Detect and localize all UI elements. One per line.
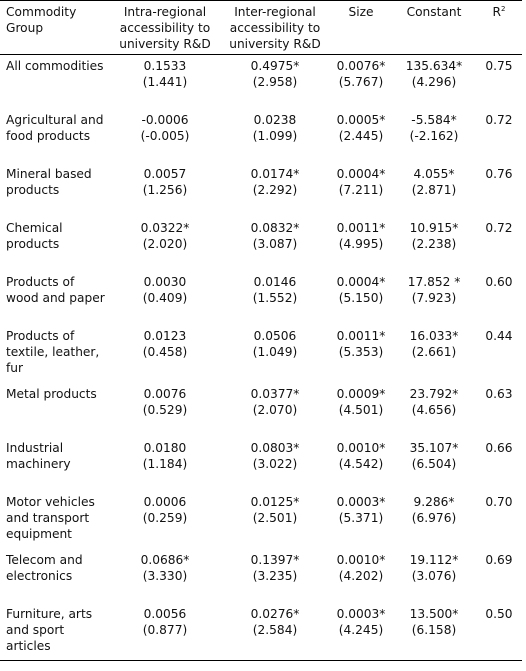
cell-size-t-statistic: (5.353) bbox=[338, 344, 384, 359]
cell-constant-value: 13.500* bbox=[409, 606, 459, 621]
cell-size-t-statistic: (4.245) bbox=[338, 622, 384, 637]
cell-size-t-statistic: (4.542) bbox=[338, 456, 384, 471]
cell-commodity-group bbox=[0, 55, 110, 109]
cell-intra-regional-t-statistic: (0.458) bbox=[142, 344, 188, 359]
cell-constant bbox=[392, 549, 476, 603]
cell-size-t-statistic: (7.211) bbox=[338, 182, 384, 197]
cell-commodity-group bbox=[0, 109, 110, 163]
cell-size bbox=[330, 55, 392, 109]
cell-size-value: 0.0004* bbox=[336, 166, 386, 181]
cell-r-squared bbox=[476, 271, 522, 325]
cell-size-value: 0.0005* bbox=[336, 112, 386, 127]
cell-intra-regional-t-statistic: (-0.005) bbox=[140, 128, 190, 143]
cell-intra-regional-value: 0.0006 bbox=[143, 494, 187, 509]
cell-intra-regional-value: 0.1533 bbox=[143, 59, 187, 73]
table-row bbox=[0, 109, 522, 163]
cell-constant-t-statistic: (2.661) bbox=[411, 344, 457, 359]
cell-constant bbox=[392, 325, 476, 383]
cell-constant-value: 9.286* bbox=[413, 494, 455, 509]
cell-r-squared-value: 0.60 bbox=[485, 274, 513, 289]
cell-constant-t-statistic: (6.504) bbox=[411, 456, 457, 471]
cell-commodity-group-value: Agricultural and food products bbox=[6, 112, 104, 143]
cell-intra-regional bbox=[110, 109, 220, 163]
cell-inter-regional bbox=[220, 325, 330, 383]
cell-size bbox=[330, 437, 392, 491]
cell-size-t-statistic: (4.501) bbox=[338, 402, 384, 417]
cell-commodity-group bbox=[0, 603, 110, 661]
cell-intra-regional-value: 0.0076 bbox=[143, 386, 187, 401]
cell-inter-regional-value: 0.0276* bbox=[250, 606, 300, 621]
cell-commodity-group-value: Chemical products bbox=[6, 220, 63, 251]
cell-inter-regional-value: 0.0377* bbox=[250, 386, 300, 401]
header-constant: Constant bbox=[406, 5, 462, 19]
cell-size-value: 0.0011* bbox=[336, 328, 386, 343]
cell-size-t-statistic: (5.371) bbox=[338, 510, 384, 525]
cell-r-squared bbox=[476, 55, 522, 109]
table-body bbox=[0, 55, 522, 661]
cell-intra-regional-t-statistic: (1.184) bbox=[142, 456, 188, 471]
table-row bbox=[0, 603, 522, 661]
r2-base: R bbox=[492, 5, 501, 19]
cell-inter-regional-t-statistic: (2.501) bbox=[252, 510, 298, 525]
cell-commodity-group-value: Products of wood and paper bbox=[6, 274, 105, 305]
cell-intra-regional-t-statistic: (1.256) bbox=[142, 182, 188, 197]
cell-intra-regional-value: 0.0056 bbox=[143, 606, 187, 621]
cell-inter-regional bbox=[220, 163, 330, 217]
cell-constant-value: 19.112* bbox=[409, 552, 459, 567]
header-r-squared bbox=[476, 1, 522, 55]
cell-size-t-statistic: (4.995) bbox=[338, 236, 384, 251]
cell-inter-regional-t-statistic: (3.022) bbox=[252, 456, 298, 471]
cell-intra-regional bbox=[110, 325, 220, 383]
cell-intra-regional bbox=[110, 383, 220, 437]
cell-constant-t-statistic: (3.076) bbox=[411, 568, 457, 583]
cell-constant bbox=[392, 109, 476, 163]
cell-intra-regional-t-statistic: (0.259) bbox=[142, 510, 188, 525]
cell-size-value: 0.0010* bbox=[336, 440, 386, 455]
table-row bbox=[0, 163, 522, 217]
cell-commodity-group bbox=[0, 549, 110, 603]
cell-size bbox=[330, 163, 392, 217]
cell-inter-regional-value: 0.0832* bbox=[250, 220, 300, 235]
cell-commodity-group-value: Motor vehicles and transport equipment bbox=[6, 494, 95, 541]
table-row bbox=[0, 271, 522, 325]
cell-inter-regional-t-statistic: (1.049) bbox=[252, 344, 298, 359]
cell-constant bbox=[392, 271, 476, 325]
cell-constant-value: 16.033* bbox=[409, 328, 459, 343]
table-row bbox=[0, 491, 522, 549]
cell-size bbox=[330, 325, 392, 383]
cell-size-value: 0.0003* bbox=[336, 494, 386, 509]
cell-constant-t-statistic: (6.976) bbox=[411, 510, 457, 525]
cell-r-squared bbox=[476, 437, 522, 491]
cell-intra-regional-value: 0.0057 bbox=[143, 166, 187, 181]
cell-intra-regional-value: 0.0180 bbox=[143, 440, 187, 455]
cell-size-t-statistic: (5.150) bbox=[338, 290, 384, 305]
cell-constant bbox=[392, 55, 476, 109]
cell-size-value: 0.0010* bbox=[336, 552, 386, 567]
cell-inter-regional-t-statistic: (1.552) bbox=[252, 290, 298, 305]
cell-r-squared-value: 0.44 bbox=[485, 328, 513, 343]
cell-inter-regional bbox=[220, 109, 330, 163]
cell-intra-regional-value: 0.0686* bbox=[140, 552, 190, 567]
cell-intra-regional-t-statistic: (0.409) bbox=[142, 290, 188, 305]
cell-intra-regional-t-statistic: (0.529) bbox=[142, 402, 188, 417]
cell-inter-regional-value: 0.1397* bbox=[250, 552, 300, 567]
header-size: Size bbox=[348, 5, 374, 19]
cell-inter-regional bbox=[220, 549, 330, 603]
cell-intra-regional bbox=[110, 437, 220, 491]
cell-inter-regional bbox=[220, 383, 330, 437]
cell-r-squared-value: 0.75 bbox=[485, 59, 513, 73]
cell-constant-t-statistic: (7.923) bbox=[411, 290, 457, 305]
cell-commodity-group bbox=[0, 325, 110, 383]
cell-size bbox=[330, 491, 392, 549]
cell-commodity-group-value: Metal products bbox=[6, 386, 97, 401]
cell-intra-regional bbox=[110, 163, 220, 217]
cell-constant bbox=[392, 491, 476, 549]
cell-r-squared-value: 0.72 bbox=[485, 112, 513, 127]
cell-inter-regional-value: 0.4975* bbox=[250, 59, 300, 73]
header-inter-regional: Inter-regional accessibility to university R&D bbox=[229, 5, 321, 51]
cell-inter-regional-t-statistic: (2.292) bbox=[252, 182, 298, 197]
cell-constant-value: -5.584* bbox=[411, 112, 457, 127]
cell-inter-regional-value: 0.0506 bbox=[253, 328, 297, 343]
cell-size-value: 0.0009* bbox=[336, 386, 386, 401]
cell-intra-regional-value: 0.0322* bbox=[140, 220, 190, 235]
cell-commodity-group-value: Industrial machinery bbox=[6, 440, 71, 471]
cell-size bbox=[330, 603, 392, 661]
cell-constant bbox=[392, 437, 476, 491]
cell-r-squared-value: 0.76 bbox=[485, 166, 513, 181]
cell-intra-regional bbox=[110, 549, 220, 603]
cell-r-squared bbox=[476, 603, 522, 661]
cell-r-squared bbox=[476, 549, 522, 603]
cell-constant-t-statistic: (4.296) bbox=[411, 75, 457, 89]
cell-constant-value: 17.852 * bbox=[407, 274, 461, 289]
cell-intra-regional-value: 0.0030 bbox=[143, 274, 187, 289]
cell-inter-regional-t-statistic: (2.958) bbox=[252, 75, 298, 89]
cell-size bbox=[330, 217, 392, 271]
cell-inter-regional-t-statistic: (1.099) bbox=[252, 128, 298, 143]
cell-constant-value: 10.915* bbox=[409, 220, 459, 235]
cell-constant-t-statistic: (6.158) bbox=[411, 622, 457, 637]
cell-r-squared bbox=[476, 217, 522, 271]
cell-size-value: 0.0004* bbox=[336, 274, 386, 289]
cell-inter-regional-t-statistic: (3.087) bbox=[252, 236, 298, 251]
header-intra-regional: Intra-regional accessibility to university R&D bbox=[119, 5, 211, 51]
cell-size bbox=[330, 383, 392, 437]
cell-inter-regional-value: 0.0174* bbox=[250, 166, 300, 181]
cell-size bbox=[330, 549, 392, 603]
cell-commodity-group-value: All commodities bbox=[6, 59, 104, 73]
header-row bbox=[0, 1, 522, 55]
cell-r-squared-value: 0.70 bbox=[485, 494, 513, 509]
cell-intra-regional-t-statistic: (1.441) bbox=[142, 75, 188, 89]
cell-constant-t-statistic: (-2.162) bbox=[409, 128, 459, 143]
cell-size bbox=[330, 109, 392, 163]
cell-inter-regional-value: 0.0125* bbox=[250, 494, 300, 509]
cell-r-squared-value: 0.72 bbox=[485, 220, 513, 235]
cell-intra-regional bbox=[110, 491, 220, 549]
cell-size bbox=[330, 271, 392, 325]
table-row bbox=[0, 55, 522, 109]
cell-intra-regional bbox=[110, 603, 220, 661]
cell-inter-regional-value: 0.0238 bbox=[253, 112, 297, 127]
cell-inter-regional-t-statistic: (3.235) bbox=[252, 568, 298, 583]
cell-constant bbox=[392, 603, 476, 661]
cell-commodity-group bbox=[0, 437, 110, 491]
cell-commodity-group bbox=[0, 217, 110, 271]
cell-commodity-group-value: Telecom and electronics bbox=[6, 552, 83, 583]
cell-intra-regional bbox=[110, 55, 220, 109]
table-row bbox=[0, 437, 522, 491]
cell-r-squared bbox=[476, 383, 522, 437]
cell-constant-value: 135.634* bbox=[405, 59, 463, 73]
cell-commodity-group-value: Mineral based products bbox=[6, 166, 92, 197]
cell-size-t-statistic: (5.767) bbox=[338, 75, 384, 89]
cell-inter-regional-value: 0.0146 bbox=[253, 274, 297, 289]
cell-intra-regional-t-statistic: (0.877) bbox=[142, 622, 188, 637]
header-commodity-group: Commodity Group bbox=[6, 5, 77, 35]
table-row bbox=[0, 217, 522, 271]
cell-constant-t-statistic: (2.871) bbox=[411, 182, 457, 197]
cell-inter-regional bbox=[220, 271, 330, 325]
cell-r-squared-value: 0.69 bbox=[485, 552, 513, 567]
cell-inter-regional bbox=[220, 217, 330, 271]
cell-intra-regional bbox=[110, 271, 220, 325]
cell-intra-regional bbox=[110, 217, 220, 271]
cell-size-t-statistic: (2.445) bbox=[338, 128, 384, 143]
cell-constant bbox=[392, 217, 476, 271]
cell-r-squared-value: 0.66 bbox=[485, 440, 513, 455]
cell-r-squared-value: 0.50 bbox=[485, 606, 513, 621]
cell-size-value: 0.0003* bbox=[336, 606, 386, 621]
cell-constant bbox=[392, 383, 476, 437]
table-row bbox=[0, 549, 522, 603]
cell-inter-regional bbox=[220, 437, 330, 491]
cell-commodity-group bbox=[0, 491, 110, 549]
cell-constant-t-statistic: (4.656) bbox=[411, 402, 457, 417]
cell-inter-regional bbox=[220, 603, 330, 661]
r2-superscript: 2 bbox=[501, 4, 506, 13]
cell-inter-regional-value: 0.0803* bbox=[250, 440, 300, 455]
cell-commodity-group bbox=[0, 383, 110, 437]
cell-commodity-group-value: Products of textile, leather, fur bbox=[6, 328, 100, 375]
cell-intra-regional-t-statistic: (3.330) bbox=[142, 568, 188, 583]
cell-commodity-group-value: Furniture, arts and sport articles bbox=[6, 606, 93, 653]
cell-r-squared bbox=[476, 491, 522, 549]
cell-inter-regional bbox=[220, 491, 330, 549]
cell-constant-value: 23.792* bbox=[409, 386, 459, 401]
cell-r-squared bbox=[476, 163, 522, 217]
cell-r-squared-value: 0.63 bbox=[485, 386, 513, 401]
table-row bbox=[0, 325, 522, 383]
cell-constant-value: 4.055* bbox=[413, 166, 455, 181]
cell-r-squared bbox=[476, 325, 522, 383]
cell-commodity-group bbox=[0, 271, 110, 325]
cell-intra-regional-value: 0.0123 bbox=[143, 328, 187, 343]
cell-commodity-group bbox=[0, 163, 110, 217]
cell-size-value: 0.0011* bbox=[336, 220, 386, 235]
table-row bbox=[0, 383, 522, 437]
cell-constant-t-statistic: (2.238) bbox=[411, 236, 457, 251]
cell-size-value: 0.0076* bbox=[336, 59, 386, 73]
cell-intra-regional-value: -0.0006 bbox=[141, 112, 189, 127]
cell-inter-regional bbox=[220, 55, 330, 109]
cell-size-t-statistic: (4.202) bbox=[338, 568, 384, 583]
cell-constant bbox=[392, 163, 476, 217]
cell-r-squared bbox=[476, 109, 522, 163]
cell-inter-regional-t-statistic: (2.070) bbox=[252, 402, 298, 417]
cell-intra-regional-t-statistic: (2.020) bbox=[142, 236, 188, 251]
cell-inter-regional-t-statistic: (2.584) bbox=[252, 622, 298, 637]
cell-constant-value: 35.107* bbox=[409, 440, 459, 455]
